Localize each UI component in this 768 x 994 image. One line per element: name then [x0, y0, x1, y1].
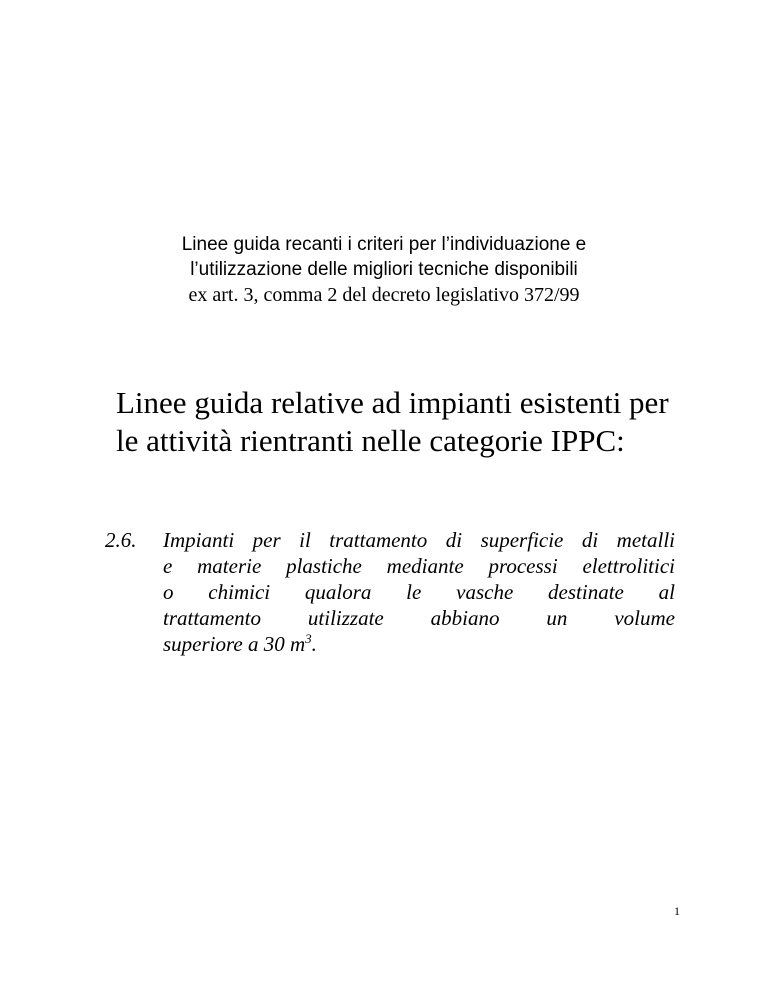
- section-row: [105, 527, 675, 657]
- section-number: 2.6.: [105, 528, 137, 552]
- title-line-1: Linee guida relative ad impianti esistenti per: [116, 385, 669, 420]
- section-line-1: Impianti per il trattamento di superficie di metalli: [163, 528, 675, 552]
- title-line-2: le attività rientranti nelle categorie IPPC:: [116, 423, 625, 458]
- header-line-2: l’utilizzazione delle migliori tecniche disponibili: [190, 259, 578, 280]
- section-superscript: 3: [305, 631, 312, 646]
- section-last-text: superiore a 30 m: [163, 632, 306, 656]
- section-line-3: o chimici qualora le vasche destinate al: [163, 580, 675, 604]
- section-line-2: e materie plastiche mediante processi elettrolitici: [163, 554, 675, 578]
- header-line-3: ex art. 3, comma 2 del decreto legislativo 372/99: [188, 284, 580, 306]
- section-line-5: [163, 631, 675, 657]
- document-header: [100, 232, 668, 308]
- section-text: [163, 527, 675, 657]
- document-title: [116, 384, 686, 460]
- section-end-punct: .: [311, 632, 317, 656]
- header-line-1: Linee guida recanti i criteri per l’individuazione e: [181, 234, 587, 255]
- section-line-4: trattamento utilizzate abbiano un volume: [163, 606, 675, 630]
- section-item: [105, 527, 675, 657]
- page-number: 1: [674, 904, 680, 918]
